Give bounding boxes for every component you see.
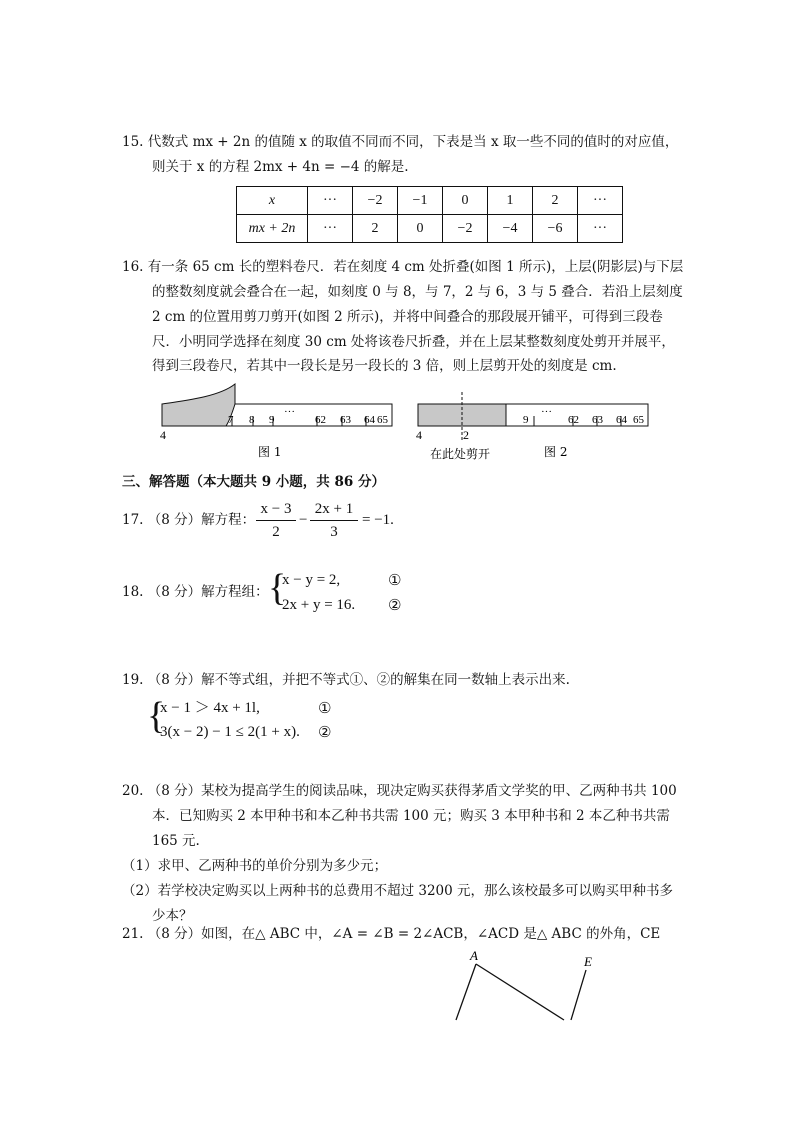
section3-title: 三、解答题（本大题共 9 小题，共 86 分） — [122, 474, 385, 490]
fig1-tick-label: 9 — [269, 414, 275, 426]
table-cell: −2 — [353, 187, 398, 215]
table-cell: 2 — [353, 215, 398, 243]
q20-line1 — [122, 781, 677, 801]
q16-number: 16. — [122, 259, 144, 275]
q16-line5: 得到三段卷尺，若其中一段长是另一段长的 3 倍，则上层剪开处的刻度是 cm. — [152, 358, 617, 374]
fig2-cut-label: 2 — [463, 428, 469, 442]
q19-number: 19. — [122, 672, 144, 688]
q19-mark1: ① — [318, 699, 332, 717]
q17-frac2-denominator: 3 — [330, 524, 338, 540]
q17-rhs: = −1. — [362, 512, 394, 528]
fig1-tick-label: 64 — [364, 414, 375, 426]
fig1-tick-label: ··· — [284, 406, 295, 418]
table-cell: −1 — [398, 187, 443, 215]
q17-fraction-2 — [310, 500, 358, 541]
q20-sub2-line1: （2）若学校决定购买以上两种书的总费用不超过 3200 元，那么该校最多可以购买甲种书多 — [122, 883, 674, 899]
q20-sub2-line2: 少本？ — [152, 908, 193, 924]
q20-line3: 165 元. — [152, 833, 200, 849]
fig1-caption: 图 1 — [258, 445, 282, 459]
q21-number: 21. — [122, 926, 144, 942]
q19-eq1: x − 1 ＞ 4x + 1l, — [160, 700, 260, 716]
table-cell: ··· — [308, 215, 353, 243]
q21-side-ab — [456, 964, 476, 1020]
table-row-expr — [237, 215, 623, 243]
q17-frac1-denominator: 2 — [272, 524, 280, 540]
q15-value-table — [236, 186, 623, 243]
q20-line2: 本．已知购买 2 本甲种书和本乙种书共需 100 元；购买 3 本甲种书和 2 本乙种书共需 — [152, 808, 670, 824]
q19-mark2: ② — [318, 723, 332, 741]
q18-mark2: ② — [388, 596, 402, 614]
table-header-expr: mx + 2n — [237, 215, 308, 243]
q17-frac1-numerator: x − 3 — [260, 501, 292, 517]
table-cell: 2 — [533, 187, 578, 215]
q15-text2-end: . — [404, 159, 409, 175]
q19-eq2: 3(x − 2) − 1 ≤ 2(1 + x). — [160, 724, 300, 740]
q16-line1 — [122, 257, 683, 277]
q21-line-ce — [571, 970, 586, 1020]
table-cell: 0 — [443, 187, 488, 215]
q19-line — [122, 670, 570, 690]
q16-line3: 2 cm 的位置用剪刀剪开(如图 2 所示)，并将中间叠合的那段展开铺平，可得到三段卷 — [152, 309, 663, 325]
q15-text1: 代数式 mx + 2n 的值随 x 的取值不同而不同，下表是当 x 取一些不同的值时的对应值， — [147, 134, 679, 150]
fig2-tick-label: 64 — [616, 414, 627, 426]
q17-prefix: （8 分）解方程： — [147, 512, 256, 528]
table-row-x — [237, 187, 623, 215]
q17-minus: − — [299, 512, 308, 528]
q21-triangle-figure — [440, 944, 600, 1024]
q15-line1 — [122, 132, 678, 152]
fig2-tick-label: 62 — [568, 414, 579, 426]
q18-line — [122, 582, 269, 602]
q16-text1: 有一条 65 cm 长的塑料卷尺．若在刻度 4 cm 处折叠(如图 1 所示)，上层(阴影层)与下层 — [147, 259, 684, 275]
q15-number: 15. — [122, 134, 144, 150]
fig1-tick-label: 62 — [315, 414, 326, 426]
q19-text: （8 分）解不等式组，并把不等式①、②的解集在同一数轴上表示出来. — [147, 672, 570, 688]
table-cell: −6 — [533, 215, 578, 243]
q17-number: 17. — [122, 512, 144, 528]
table-cell: −4 — [488, 215, 533, 243]
fig2-tick-label: 9 — [523, 414, 529, 426]
table-header-x: x — [237, 187, 308, 215]
q21-text: （8 分）如图，在△ ABC 中，∠A = ∠B = 2∠ACB，∠ACD 是△ ABC 的外角，CE — [147, 926, 661, 942]
q18-brace: { — [268, 567, 287, 609]
q17-frac1-bar — [256, 520, 296, 521]
q20-number: 20. — [122, 783, 144, 799]
q18-mark1: ① — [388, 571, 402, 589]
q18-prefix: （8 分）解方程组： — [147, 584, 269, 600]
ruler-figures — [150, 378, 670, 468]
figure-1 — [160, 384, 392, 459]
q17-line — [122, 510, 255, 530]
q16-line4: 尺．小明同学选择在刻度 30 cm 处将该卷尺折叠，并在上层某整数刻度处剪开并展平， — [152, 334, 675, 350]
q18-eq2: 2x + y = 16. — [282, 597, 356, 613]
fig2-caption: 图 2 — [544, 445, 568, 459]
fig2-left-label: 4 — [416, 428, 422, 442]
q20-text1: （8 分）某校为提高学生的阅读品味，现决定购买获得茅盾文学奖的甲、乙两种书共 100 — [147, 783, 677, 799]
fig2-cut-text: 在此处剪开 — [430, 447, 491, 461]
fig2-tick-label: 63 — [592, 414, 603, 426]
fig1-tick-label: 63 — [340, 414, 351, 426]
fig1-tick-label: 8 — [249, 414, 255, 426]
q19-brace: { — [147, 695, 166, 737]
q20-sub1: （1）求甲、乙两种书的单价分别为多少元； — [122, 858, 388, 874]
q17-frac2-bar — [310, 520, 358, 521]
table-cell: 1 — [488, 187, 533, 215]
fig1-tick-label: 65 — [377, 414, 388, 426]
q21-label-e: E — [584, 954, 592, 969]
q21-side-ac — [476, 964, 564, 1020]
q17-frac2-numerator: 2x + 1 — [314, 501, 354, 517]
fig1-tick-label: 7 — [228, 414, 234, 426]
table-cell: ··· — [578, 215, 623, 243]
q16-line2: 的整数刻度就会叠合在一起，如刻度 0 与 8，与 7，2 与 6，3 与 5 叠合．若沿上层刻度 — [152, 284, 683, 300]
fig2-tick-label: 65 — [633, 414, 644, 426]
figure-2 — [416, 392, 648, 461]
table-cell: ··· — [308, 187, 353, 215]
table-cell: −2 — [443, 215, 488, 243]
q15-text2: 则关于 x 的方程 2mx + 4n = −4 的解是 — [152, 159, 405, 175]
q18-number: 18. — [122, 584, 144, 600]
fig1-fold-label: 4 — [160, 428, 166, 442]
q17-fraction-1 — [256, 500, 296, 541]
q15-line2 — [152, 157, 409, 177]
table-cell: 0 — [398, 215, 443, 243]
fig1-folded-layer — [162, 384, 235, 426]
fig2-tick-label: ··· — [541, 406, 552, 418]
q21-line — [122, 924, 660, 944]
q18-eq1: x − y = 2, — [282, 572, 341, 588]
table-cell: ··· — [578, 187, 623, 215]
q21-label-a: A — [470, 948, 478, 963]
